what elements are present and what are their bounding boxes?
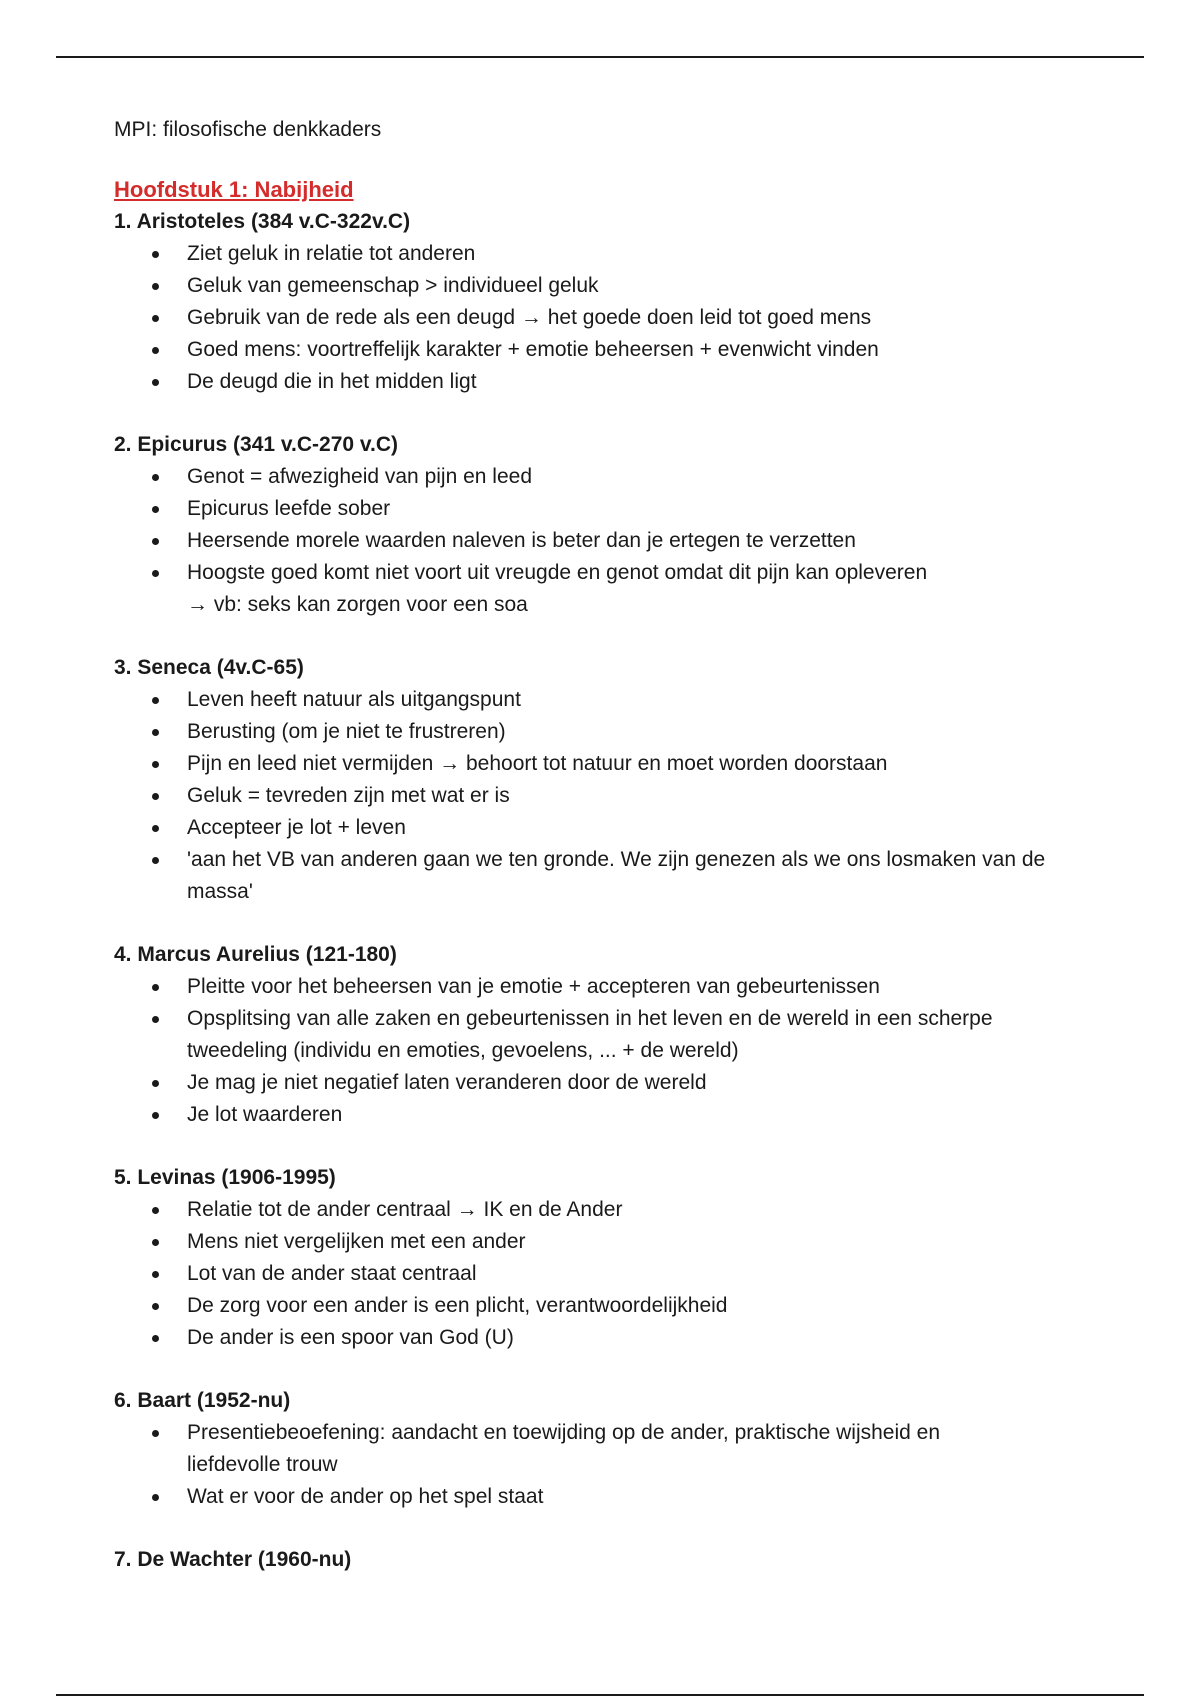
bullet-text: De ander is een spoor van God (U) [187, 1326, 514, 1349]
bullet-text: → vb: seks kan zorgen voor een soa [187, 593, 528, 616]
bullet-dot-icon [152, 283, 159, 290]
section [114, 652, 1114, 908]
bullet-item [114, 780, 1114, 812]
bullet-text: liefdevolle trouw [187, 1453, 338, 1476]
bullet-text: Wat er voor de ander op het spel staat [187, 1485, 544, 1508]
document-title: MPI: filosofische denkkaders [114, 118, 382, 141]
bullet-text: Geluk van gemeenschap > individueel geluk [187, 274, 599, 297]
bullet-list [114, 1417, 1114, 1513]
bullet-dot-icon [152, 857, 159, 864]
bullet-text: Geluk = tevreden zijn met wat er is [187, 784, 510, 807]
bullet-text: Genot = afwezigheid van pijn en leed [187, 465, 532, 488]
section [114, 1162, 1114, 1354]
bullet-list [114, 971, 1114, 1131]
bullet-dot-icon [152, 1112, 159, 1119]
bullet-text: Gebruik van de rede als een deugd → het goede doen leid tot goed mens [187, 306, 872, 329]
bullet-text: Heersende morele waarden naleven is beter dan je ertegen te verzetten [187, 529, 856, 552]
bullet-item [114, 1003, 1114, 1067]
bullet-item [114, 1226, 1114, 1258]
bullet-dot-icon [152, 984, 159, 991]
bullet-dot-icon [152, 570, 159, 577]
top-divider [56, 56, 1144, 58]
bullet-item [114, 1417, 1114, 1481]
bottom-divider [56, 1694, 1144, 1696]
bullet-item [114, 270, 1114, 302]
bullet-dot-icon [152, 506, 159, 513]
bullet-item [114, 525, 1114, 557]
bullet-dot-icon [152, 1271, 159, 1278]
bullet-item [114, 971, 1114, 1003]
bullet-text: Ziet geluk in relatie tot anderen [187, 242, 476, 265]
bullet-text: Goed mens: voortreffelijk karakter + emotie beheersen + evenwicht vinden [187, 338, 879, 361]
bullet-item [114, 334, 1114, 366]
bullet-dot-icon [152, 474, 159, 481]
bullet-text: tweedeling (individu en emoties, gevoelens, ... + de wereld) [187, 1039, 739, 1062]
bullet-list [114, 461, 1114, 621]
bullet-item [114, 238, 1114, 270]
bullet-text: Je mag je niet negatief laten veranderen door de wereld [187, 1071, 707, 1094]
bullet-text: massa' [187, 880, 253, 903]
bullet-item [114, 1290, 1114, 1322]
bullet-text: De deugd die in het midden ligt [187, 370, 477, 393]
bullet-text: Leven heeft natuur als uitgangspunt [187, 688, 521, 711]
bullet-dot-icon [152, 1016, 159, 1023]
bullet-item [114, 844, 1114, 908]
bullet-dot-icon [152, 538, 159, 545]
bullet-dot-icon [152, 1207, 159, 1214]
chapter-heading: Hoofdstuk 1: Nabijheid [114, 177, 354, 202]
bullet-dot-icon [152, 697, 159, 704]
bullet-item [114, 684, 1114, 716]
section-title: 2. Epicurus (341 v.C-270 v.C) [114, 433, 399, 456]
bullet-dot-icon [152, 1239, 159, 1246]
bullet-text: Pijn en leed niet vermijden → behoort tot natuur en moet worden doorstaan [187, 752, 888, 775]
bullet-item [114, 1099, 1114, 1131]
bullet-dot-icon [152, 315, 159, 322]
document-body [114, 114, 1114, 1576]
bullet-dot-icon [152, 729, 159, 736]
bullet-item [114, 812, 1114, 844]
bullet-item [114, 716, 1114, 748]
section-title: 6. Baart (1952-nu) [114, 1389, 291, 1412]
bullet-item [114, 557, 1114, 621]
bullet-text: Pleitte voor het beheersen van je emotie + accepteren van gebeurtenissen [187, 975, 880, 998]
bullet-list [114, 1194, 1114, 1354]
bullet-dot-icon [152, 251, 159, 258]
bullet-text: Accepteer je lot + leven [187, 816, 406, 839]
bullet-text: Presentiebeoefening: aandacht en toewijding op de ander, praktische wijsheid en [187, 1421, 941, 1444]
sections-container [114, 206, 1114, 1576]
section [114, 206, 1114, 398]
bullet-text: Relatie tot de ander centraal → IK en de Ander [187, 1198, 623, 1221]
bullet-text: De zorg voor een ander is een plicht, verantwoordelijkheid [187, 1294, 728, 1317]
bullet-text: Je lot waarderen [187, 1103, 343, 1126]
bullet-list [114, 684, 1114, 908]
bullet-dot-icon [152, 1303, 159, 1310]
bullet-item [114, 366, 1114, 398]
bullet-item [114, 302, 1114, 334]
section-title: 4. Marcus Aurelius (121-180) [114, 943, 397, 966]
bullet-text: Mens niet vergelijken met een ander [187, 1230, 526, 1253]
bullet-text: 'aan het VB van anderen gaan we ten gronde. We zijn genezen als we ons losmaken van de [187, 848, 1046, 871]
bullet-dot-icon [152, 793, 159, 800]
bullet-text: Hoogste goed komt niet voort uit vreugde en genot omdat dit pijn kan opleveren [187, 561, 928, 584]
bullet-dot-icon [152, 347, 159, 354]
bullet-dot-icon [152, 825, 159, 832]
bullet-text: Opsplitsing van alle zaken en gebeurtenissen in het leven en de wereld in een scherpe [187, 1007, 993, 1030]
section-title: 1. Aristoteles (384 v.C-322v.C) [114, 210, 411, 233]
section-title: 7. De Wachter (1960-nu) [114, 1548, 352, 1571]
bullet-item [114, 1258, 1114, 1290]
bullet-dot-icon [152, 761, 159, 768]
bullet-dot-icon [152, 1335, 159, 1342]
bullet-text: Lot van de ander staat centraal [187, 1262, 477, 1285]
bullet-text: Berusting (om je niet te frustreren) [187, 720, 506, 743]
bullet-item [114, 461, 1114, 493]
bullet-dot-icon [152, 1494, 159, 1501]
bullet-list [114, 238, 1114, 398]
section-title: 3. Seneca (4v.C-65) [114, 656, 304, 679]
section [114, 939, 1114, 1131]
bullet-item [114, 493, 1114, 525]
bullet-item [114, 748, 1114, 780]
bullet-dot-icon [152, 1080, 159, 1087]
section-title: 5. Levinas (1906-1995) [114, 1166, 336, 1189]
bullet-item [114, 1194, 1114, 1226]
bullet-dot-icon [152, 379, 159, 386]
bullet-dot-icon [152, 1430, 159, 1437]
bullet-item [114, 1067, 1114, 1099]
bullet-item [114, 1481, 1114, 1513]
bullet-item [114, 1322, 1114, 1354]
section [114, 1385, 1114, 1513]
section [114, 429, 1114, 621]
bullet-text: Epicurus leefde sober [187, 497, 391, 520]
section [114, 1544, 1114, 1576]
